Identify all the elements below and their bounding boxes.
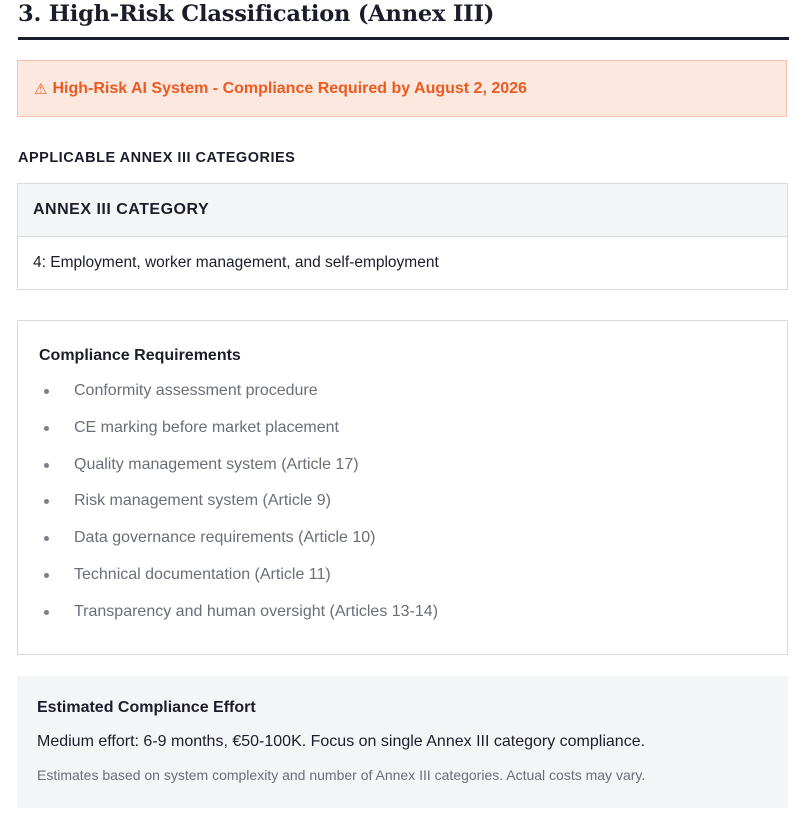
bullet-icon	[44, 573, 49, 578]
effort-note: Estimates based on system complexity and number of Annex III categories. Actual costs may vary.	[37, 767, 646, 783]
list-item: Quality management system (Article 17)	[18, 450, 438, 487]
annex-category-table	[17, 183, 788, 290]
section-title: 3. High-Risk Classification (Annex III)	[18, 1, 495, 27]
requirements-list	[18, 376, 438, 634]
list-item: CE marking before market placement	[18, 413, 438, 450]
table-header: ANNEX III CATEGORY	[18, 184, 787, 237]
list-item: Conformity assessment procedure	[18, 376, 438, 413]
effort-summary: Medium effort: 6-9 months, €50-100K. Focus on single Annex III category compliance.	[37, 733, 646, 750]
table-row: 4: Employment, worker management, and self-employment	[33, 254, 439, 271]
list-item: Risk management system (Article 9)	[18, 486, 438, 523]
warning-icon: ⚠	[34, 79, 48, 98]
title-divider	[18, 37, 789, 40]
list-item: Transparency and human oversight (Articles 13-14)	[18, 597, 438, 634]
requirements-title: Compliance Requirements	[39, 347, 241, 364]
bullet-icon	[44, 389, 49, 394]
list-item: Technical documentation (Article 11)	[18, 560, 438, 597]
list-item: Data governance requirements (Article 10)	[18, 523, 438, 560]
compliance-effort-card	[17, 676, 788, 808]
compliance-requirements-card	[17, 320, 788, 655]
high-risk-alert	[17, 60, 787, 117]
bullet-icon	[44, 426, 49, 431]
categories-heading: APPLICABLE ANNEX III CATEGORIES	[18, 150, 296, 166]
effort-title: Estimated Compliance Effort	[37, 699, 256, 716]
bullet-icon	[44, 610, 49, 615]
bullet-icon	[44, 536, 49, 541]
alert-text: High-Risk AI System - Compliance Required by August 2, 2026	[52, 79, 527, 97]
bullet-icon	[44, 499, 49, 504]
bullet-icon	[44, 463, 49, 468]
